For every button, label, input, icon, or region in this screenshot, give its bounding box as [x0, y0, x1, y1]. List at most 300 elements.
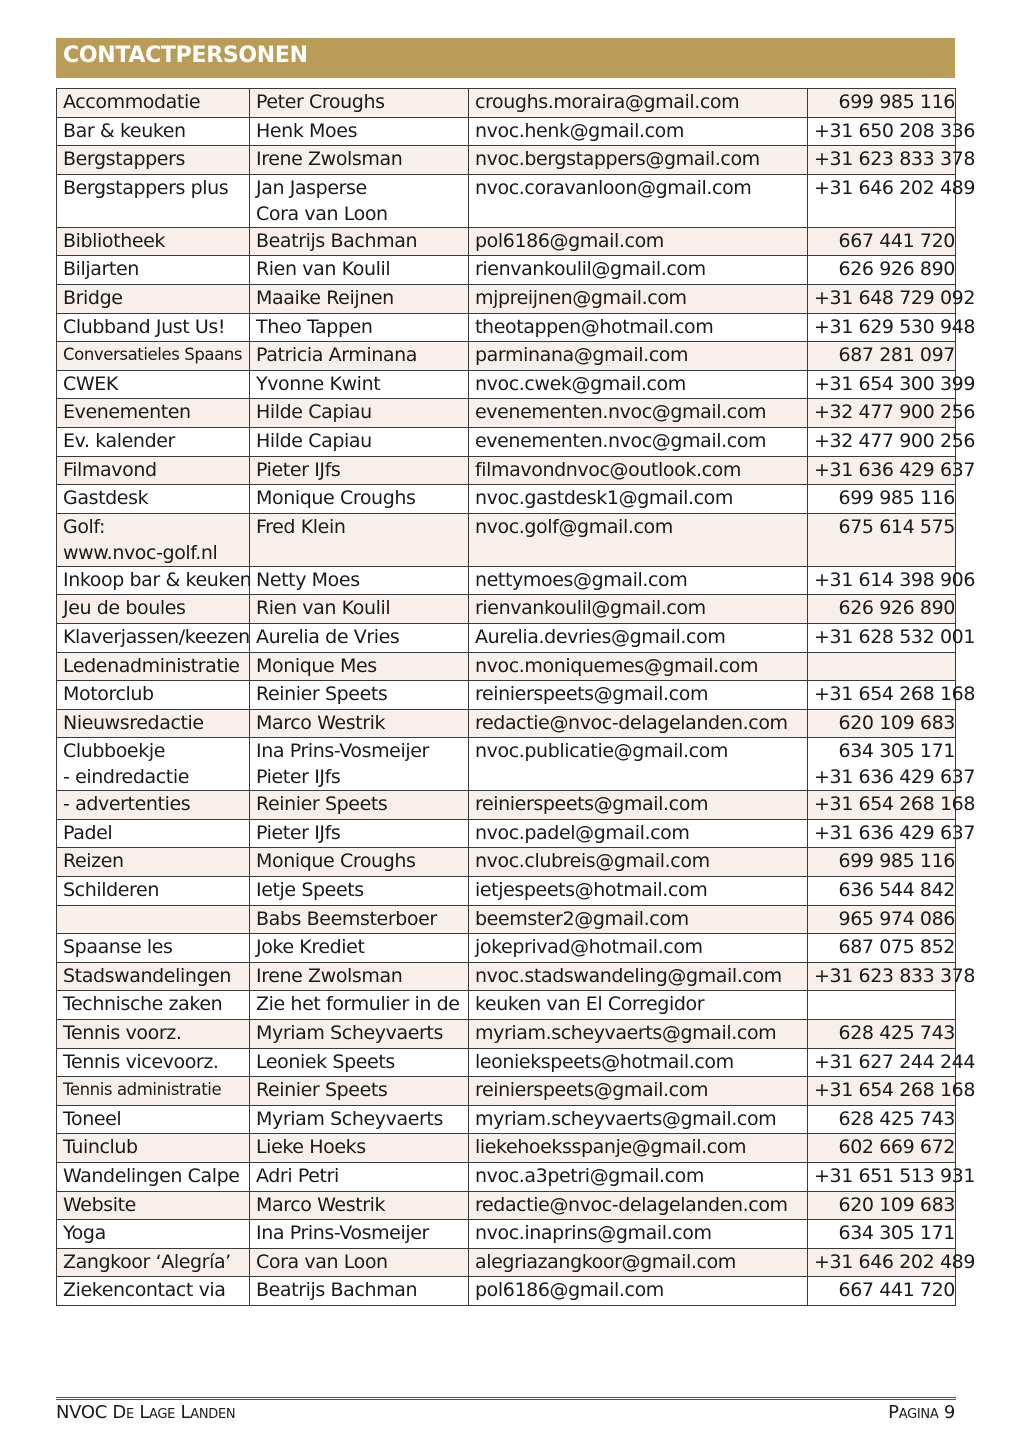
phone-cell	[808, 738, 976, 791]
activity-cell	[57, 370, 250, 399]
activity-cell	[57, 313, 250, 342]
contact-row	[57, 819, 956, 848]
phone-cell	[808, 256, 956, 285]
email-text[interactable]: nvoc.padel@gmail.com	[475, 821, 690, 844]
contact-row	[57, 905, 956, 934]
email-text[interactable]: nvoc.golf@gmail.com	[475, 515, 673, 538]
contact-person-cell	[250, 1220, 469, 1249]
email-cell	[469, 738, 808, 791]
email-cell	[469, 962, 808, 991]
contact-person-text: Joke Krediet	[256, 936, 365, 959]
activity-text: Bibliotheek	[63, 229, 166, 252]
contact-row	[57, 1220, 956, 1249]
phone-text: +31 636 429 637	[814, 821, 976, 844]
activity-text: Spaanse les	[63, 936, 173, 959]
contact-row	[57, 256, 956, 285]
email-text[interactable]: croughs.moraira@gmail.com	[475, 91, 740, 113]
email-cell	[469, 877, 808, 906]
contacts-table	[56, 88, 976, 1306]
email-text[interactable]: redactie@nvoc-delagelanden.com	[475, 1193, 788, 1216]
phone-cell	[808, 1220, 956, 1249]
activity-cell	[57, 681, 250, 710]
contact-person-text: Theo Tappen	[256, 315, 373, 338]
email-text[interactable]: nvoc.clubreis@gmail.com	[475, 850, 710, 873]
phone-text: 699 985 116	[838, 487, 955, 510]
email-text[interactable]: nvoc.stadswandeling@gmail.com	[475, 964, 782, 987]
activity-text: Zangkoor ‘Alegría’	[63, 1250, 231, 1273]
contact-person-text: Irene Zwolsman	[256, 148, 403, 171]
phone-text: +31 636 429 637	[814, 458, 976, 481]
activity-text: Evenementen	[63, 401, 191, 424]
contact-person-text: Lieke Hoeks	[256, 1136, 366, 1159]
phone-cell	[808, 709, 956, 738]
phone-cell	[808, 89, 956, 118]
phone-text: +31 654 300 399	[814, 372, 976, 395]
activity-cell	[57, 513, 250, 566]
email-text[interactable]: nvoc.cwek@gmail.com	[475, 372, 686, 395]
email-text[interactable]: nvoc.publicatie@gmail.com	[475, 740, 729, 763]
contact-person-text: Zie het formulier in de	[256, 993, 460, 1016]
phone-cell	[808, 1191, 956, 1220]
email-cell	[469, 652, 808, 681]
phone-text: +32 477 900 256	[814, 429, 976, 452]
contact-person-cell	[250, 1048, 469, 1077]
phone-text: +31 654 268 168	[814, 683, 976, 706]
contact-person-text: Rien van Koulil	[256, 258, 391, 281]
email-cell	[469, 905, 808, 934]
phone-text: +31 651 513 931	[814, 1165, 976, 1187]
phone-text: 965 974 086	[838, 907, 955, 930]
contact-row	[57, 681, 956, 710]
phone-cell	[808, 1020, 956, 1049]
activity-text: Schilderen	[63, 879, 159, 902]
activity-cell	[57, 934, 250, 963]
contact-person-cell	[250, 1077, 469, 1106]
contact-row	[57, 1048, 956, 1077]
contact-person-text: Ietje Speets	[256, 879, 364, 902]
contact-person-text: Pieter IJfs	[256, 458, 341, 481]
phone-text: +31 646 202 489	[814, 176, 976, 199]
contact-person-text: Monique Croughs	[256, 487, 416, 510]
email-cell	[469, 370, 808, 399]
contact-person-cell	[250, 848, 469, 877]
contact-person-text: Leoniek Speets	[256, 1050, 395, 1073]
footer-publication-name: NVOC De Lage Landen	[56, 1402, 236, 1423]
email-text[interactable]: reinierspeets@gmail.com	[475, 793, 709, 816]
phone-text: 634 305 171	[838, 1222, 955, 1245]
phone-text: 667 441 720	[838, 1279, 955, 1302]
activity-cell	[57, 962, 250, 991]
phone-cell	[808, 174, 976, 227]
contact-row	[57, 738, 956, 791]
contact-row	[57, 485, 956, 514]
phone-text: +31 629 530 948	[814, 315, 976, 338]
activity-cell	[57, 485, 250, 514]
contact-row	[57, 709, 956, 738]
phone-cell	[808, 1048, 976, 1077]
email-text[interactable]: mjpreijnen@gmail.com	[475, 286, 687, 309]
phone-text: +31 636 429 637	[814, 766, 976, 789]
email-cell	[469, 399, 808, 428]
contact-person-cell	[250, 934, 469, 963]
activity-text: Inkoop bar & keuken	[63, 568, 252, 591]
contact-person-cell	[250, 89, 469, 118]
contact-row	[57, 934, 956, 963]
email-cell	[469, 623, 808, 652]
activity-cell	[57, 427, 250, 456]
contact-person-cell	[250, 117, 469, 146]
activity-text: - eindredactie	[63, 766, 190, 789]
contact-person-text: Cora van Loon	[256, 202, 388, 225]
activity-text: www.nvoc-golf.nl	[63, 541, 218, 564]
contact-row	[57, 877, 956, 906]
phone-text: +31 623 833 378	[814, 964, 976, 987]
phone-text: 626 926 890	[838, 597, 955, 620]
activity-cell	[57, 877, 250, 906]
activity-text: Website	[63, 1193, 136, 1216]
contact-person-cell	[250, 1248, 469, 1277]
activity-text: Bar & keuken	[63, 119, 186, 142]
contact-person-text: Peter Croughs	[256, 91, 385, 113]
phone-cell	[808, 1277, 956, 1306]
contact-person-text: Rien van Koulil	[256, 597, 391, 620]
email-text[interactable]: jokeprivad@hotmail.com	[475, 936, 703, 959]
phone-cell	[808, 117, 976, 146]
phone-cell	[808, 1134, 956, 1163]
contact-person-text: Marco Westrik	[256, 711, 386, 734]
contact-row	[57, 117, 956, 146]
activity-cell	[57, 566, 250, 595]
activity-cell	[57, 1163, 250, 1192]
contact-row	[57, 174, 956, 227]
contact-person-text: Beatrijs Bachman	[256, 1279, 418, 1302]
contact-person-text: Jan Jasperse	[256, 176, 367, 199]
email-cell	[469, 1020, 808, 1049]
email-text[interactable]: Aurelia.devries@gmail.com	[475, 625, 726, 648]
contact-person-cell	[250, 485, 469, 514]
email-text[interactable]: nvoc.henk@gmail.com	[475, 119, 684, 142]
contact-person-text: Henk Moes	[256, 119, 358, 142]
activity-text: Technische zaken	[63, 993, 223, 1016]
email-text[interactable]: parminana@gmail.com	[475, 344, 689, 367]
contact-row	[57, 370, 956, 399]
contact-row	[57, 1191, 956, 1220]
phone-cell	[808, 905, 956, 934]
activity-cell	[57, 1191, 250, 1220]
contact-person-cell	[250, 905, 469, 934]
contact-row	[57, 342, 956, 371]
contact-row	[57, 1277, 956, 1306]
activity-cell	[57, 791, 250, 820]
email-text[interactable]: filmavondnvoc@outlook.com	[475, 458, 741, 481]
contact-row	[57, 652, 956, 681]
activity-text: Tennis vicevoorz.	[63, 1050, 219, 1073]
email-text[interactable]: rienvankoulil@gmail.com	[475, 258, 706, 281]
contact-person-text: Patricia Arminana	[256, 344, 418, 367]
phone-text: 626 926 890	[838, 258, 955, 281]
phone-text: 628 425 743	[838, 1107, 955, 1130]
phone-text	[814, 653, 955, 679]
contact-person-text: Myriam Scheyvaerts	[256, 1022, 443, 1045]
email-text[interactable]: nvoc.inaprins@gmail.com	[475, 1222, 712, 1245]
phone-cell	[808, 227, 956, 256]
activity-cell	[57, 1220, 250, 1249]
contact-row	[57, 513, 956, 566]
phone-cell	[808, 427, 976, 456]
contact-row	[57, 227, 956, 256]
contact-person-text: Yvonne Kwint	[256, 372, 381, 395]
contact-row	[57, 623, 956, 652]
contact-row	[57, 1163, 956, 1192]
phone-text: 699 985 116	[838, 850, 955, 873]
activity-text: CWEK	[63, 372, 118, 395]
activity-text: Padel	[63, 821, 113, 844]
email-cell	[469, 89, 808, 118]
email-cell	[469, 256, 808, 285]
email-cell	[469, 1220, 808, 1249]
contacts-table-body	[57, 89, 976, 1306]
email-cell	[469, 595, 808, 624]
contact-person-text: Marco Westrik	[256, 1193, 386, 1216]
email-cell	[469, 1191, 808, 1220]
activity-cell	[57, 1105, 250, 1134]
activity-text: Clubboekje	[63, 740, 165, 763]
activity-cell	[57, 146, 250, 175]
contact-person-cell	[250, 227, 469, 256]
phone-cell	[808, 819, 976, 848]
email-cell	[469, 991, 808, 1020]
activity-cell	[57, 738, 250, 791]
contact-person-text: Irene Zwolsman	[256, 964, 403, 987]
contact-person-cell	[250, 146, 469, 175]
activity-text: Tuinclub	[63, 1136, 138, 1159]
activity-cell	[57, 1048, 250, 1077]
contact-person-cell	[250, 456, 469, 485]
contact-person-cell	[250, 399, 469, 428]
contact-person-cell	[250, 313, 469, 342]
email-cell	[469, 513, 808, 566]
contact-person-cell	[250, 174, 469, 227]
email-cell	[469, 146, 808, 175]
email-text[interactable]: nvoc.moniquemes@gmail.com	[475, 654, 759, 677]
contact-person-text: Reinier Speets	[256, 1079, 388, 1102]
activity-cell	[57, 652, 250, 681]
email-cell	[469, 819, 808, 848]
email-cell	[469, 1105, 808, 1134]
email-cell	[469, 284, 808, 313]
email-text[interactable]: redactie@nvoc-delagelanden.com	[475, 711, 788, 734]
activity-text: Biljarten	[63, 258, 139, 281]
email-text[interactable]: nvoc.gastdesk1@gmail.com	[475, 487, 733, 510]
phone-cell	[808, 848, 956, 877]
contact-row	[57, 399, 956, 428]
phone-text: 636 544 842	[838, 879, 955, 902]
phone-cell	[808, 313, 976, 342]
contact-person-cell	[250, 1105, 469, 1134]
contact-row	[57, 456, 956, 485]
phone-text: +31 646 202 489	[814, 1250, 976, 1273]
activity-text: Gastdesk	[63, 487, 149, 510]
email-cell	[469, 1163, 808, 1192]
contact-row	[57, 566, 956, 595]
email-text[interactable]: nvoc.coravanloon@gmail.com	[475, 176, 752, 199]
email-text[interactable]: nettymoes@gmail.com	[475, 568, 688, 591]
activity-text: Tennis voorz.	[63, 1022, 182, 1045]
email-cell	[469, 1077, 808, 1106]
activity-cell	[57, 991, 250, 1020]
email-text[interactable]: evenementen.nvoc@gmail.com	[475, 401, 767, 424]
activity-cell	[57, 905, 250, 934]
phone-cell	[808, 791, 976, 820]
contact-person-text: Adri Petri	[256, 1165, 339, 1187]
email-cell	[469, 456, 808, 485]
email-text[interactable]: nvoc.a3petri@gmail.com	[475, 1165, 705, 1187]
email-text[interactable]: alegriazangkoor@gmail.com	[475, 1250, 736, 1273]
contact-row	[57, 146, 956, 175]
contact-person-cell	[250, 427, 469, 456]
activity-text: Clubband Just Us!	[63, 315, 226, 338]
phone-text: +31 628 532 001	[814, 625, 976, 648]
email-cell	[469, 791, 808, 820]
contact-person-text: Reinier Speets	[256, 793, 388, 816]
email-cell	[469, 485, 808, 514]
contact-person-text: Netty Moes	[256, 568, 360, 591]
contact-person-text: Hilde Capiau	[256, 429, 372, 452]
email-cell	[469, 227, 808, 256]
email-text[interactable]: myriam.scheyvaerts@gmail.com	[475, 1022, 777, 1045]
phone-cell	[808, 1163, 976, 1192]
contact-row	[57, 1134, 956, 1163]
contact-person-text: Monique Mes	[256, 654, 377, 677]
email-cell	[469, 1048, 808, 1077]
phone-text: +31 623 833 378	[814, 148, 976, 171]
activity-text: Stadswandelingen	[63, 964, 232, 987]
email-text[interactable]: beemster2@gmail.com	[475, 907, 689, 930]
contact-person-text: Aurelia de Vries	[256, 625, 400, 648]
phone-cell	[808, 566, 976, 595]
activity-cell	[57, 595, 250, 624]
contact-row	[57, 1248, 956, 1277]
email-text[interactable]: rienvankoulil@gmail.com	[475, 597, 706, 620]
phone-cell	[808, 456, 976, 485]
activity-text: Tennis administratie	[63, 1080, 222, 1100]
activity-cell	[57, 1134, 250, 1163]
activity-text: Jeu de boules	[63, 597, 186, 620]
phone-cell	[808, 595, 956, 624]
email-text[interactable]: nvoc.bergstappers@gmail.com	[475, 148, 760, 171]
email-text[interactable]: liekehoeksspanje@gmail.com	[475, 1136, 747, 1159]
contact-row	[57, 284, 956, 313]
activity-text: Wandelingen Calpe	[63, 1165, 240, 1187]
contact-person-text: Babs Beemsterboer	[256, 907, 437, 930]
activity-cell	[57, 1248, 250, 1277]
email-text[interactable]: pol6186@gmail.com	[475, 229, 664, 252]
contact-person-text: Beatrijs Bachman	[256, 229, 418, 252]
email-text[interactable]: ietjespeets@hotmail.com	[475, 879, 708, 902]
activity-text: - advertenties	[63, 793, 191, 816]
contact-row	[57, 595, 956, 624]
contact-row	[57, 1077, 956, 1106]
email-text[interactable]: evenementen.nvoc@gmail.com	[475, 429, 767, 452]
contact-row	[57, 991, 956, 1020]
phone-text: 628 425 743	[838, 1022, 955, 1045]
email-text[interactable]: pol6186@gmail.com	[475, 1279, 664, 1302]
email-cell	[469, 566, 808, 595]
contact-row	[57, 848, 956, 877]
phone-text: 620 109 683	[838, 711, 955, 734]
activity-text: Toneel	[63, 1107, 122, 1130]
activity-text: Golf:	[63, 515, 106, 538]
activity-cell	[57, 399, 250, 428]
email-cell	[469, 117, 808, 146]
contact-person-cell	[250, 991, 469, 1020]
contact-person-text: Pieter IJfs	[256, 766, 341, 789]
phone-cell	[808, 284, 976, 313]
activity-cell	[57, 117, 250, 146]
activity-text: Ev. kalender	[63, 429, 175, 452]
contact-person-cell	[250, 877, 469, 906]
activity-cell	[57, 623, 250, 652]
activity-text: Motorclub	[63, 683, 154, 706]
section-title: CONTACTPERSONEN	[63, 43, 308, 68]
email-text[interactable]: leoniekspeets@hotmail.com	[475, 1050, 734, 1073]
phone-cell	[808, 342, 956, 371]
contact-person-text: Myriam Scheyvaerts	[256, 1107, 443, 1130]
phone-cell	[808, 1248, 976, 1277]
contact-person-cell	[250, 819, 469, 848]
contact-person-cell	[250, 595, 469, 624]
phone-cell	[808, 370, 976, 399]
phone-text: 687 075 852	[838, 936, 955, 959]
contact-row	[57, 1105, 956, 1134]
contact-person-cell	[250, 342, 469, 371]
contact-row	[57, 791, 956, 820]
contact-person-cell	[250, 513, 469, 566]
contact-person-cell	[250, 962, 469, 991]
activity-cell	[57, 709, 250, 738]
email-text[interactable]: myriam.scheyvaerts@gmail.com	[475, 1107, 777, 1130]
activity-cell	[57, 89, 250, 118]
contact-row	[57, 1020, 956, 1049]
activity-cell	[57, 284, 250, 313]
contact-person-cell	[250, 623, 469, 652]
contact-row	[57, 962, 956, 991]
phone-cell	[808, 991, 956, 1020]
phone-text: 687 281 097	[838, 344, 955, 367]
contact-row	[57, 89, 956, 118]
phone-text: 602 669 672	[838, 1136, 955, 1159]
email-text[interactable]: reinierspeets@gmail.com	[475, 1079, 709, 1102]
activity-cell	[57, 256, 250, 285]
contact-person-cell	[250, 1020, 469, 1049]
phone-text: 667 441 720	[838, 229, 955, 252]
activity-cell	[57, 227, 250, 256]
email-text[interactable]: reinierspeets@gmail.com	[475, 683, 709, 706]
contact-person-cell	[250, 1191, 469, 1220]
section-title-bar	[56, 38, 955, 78]
phone-text: +32 477 900 256	[814, 401, 976, 424]
email-text[interactable]: theotappen@hotmail.com	[475, 315, 714, 338]
activity-text: Bergstappers plus	[63, 176, 229, 199]
contact-row	[57, 427, 956, 456]
activity-text: Conversatieles Spaans	[63, 345, 243, 365]
email-cell	[469, 342, 808, 371]
phone-cell	[808, 146, 976, 175]
phone-cell	[808, 681, 976, 710]
phone-text: +31 627 244 244	[814, 1050, 976, 1073]
phone-cell	[808, 399, 976, 428]
activity-cell	[57, 456, 250, 485]
